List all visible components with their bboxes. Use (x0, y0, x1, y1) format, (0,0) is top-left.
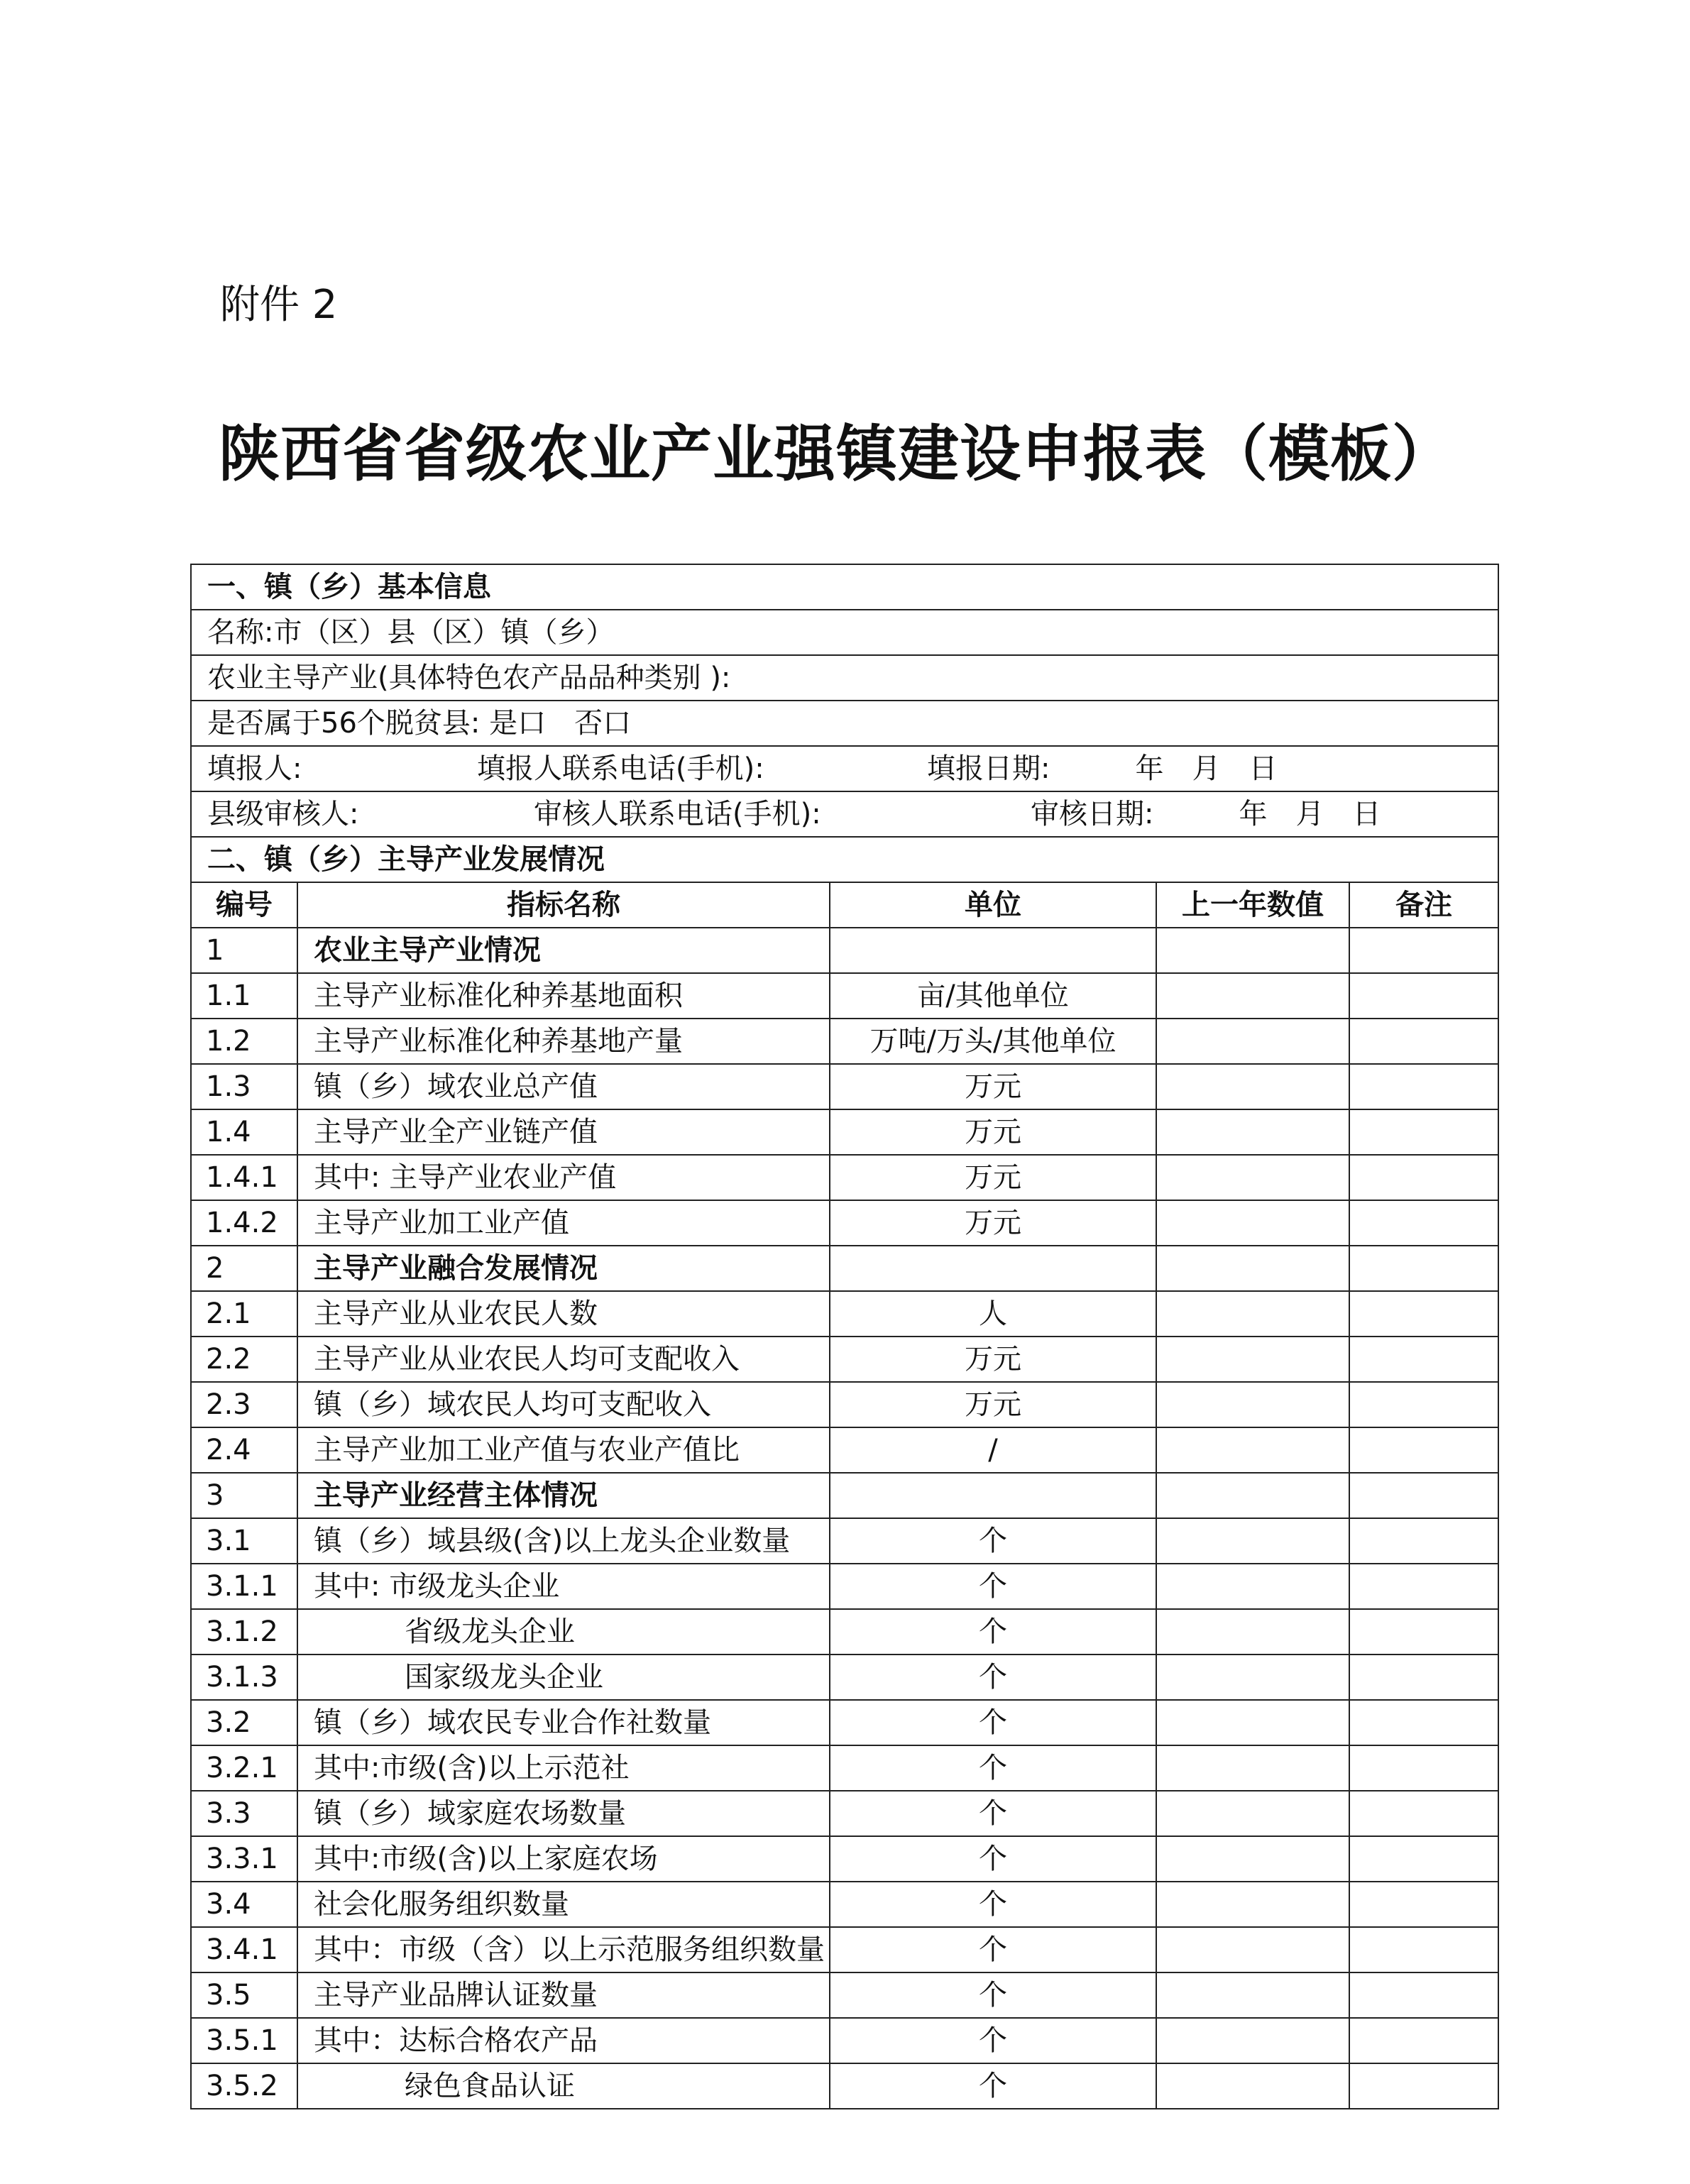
last-year-value-cell[interactable] (1156, 1609, 1349, 1655)
last-year-value-cell[interactable] (1156, 1337, 1349, 1382)
indicator-name: 主导产业从业农民人均可支配收入 (297, 1337, 830, 1382)
remarks-cell[interactable] (1349, 928, 1498, 973)
indicator-unit: 个 (830, 1882, 1156, 1927)
remarks-cell[interactable] (1349, 1518, 1498, 1564)
last-year-value-cell[interactable] (1156, 1655, 1349, 1700)
filler-info[interactable] (191, 746, 1498, 791)
last-year-value-cell[interactable] (1156, 973, 1349, 1019)
last-year-value-cell[interactable] (1156, 1246, 1349, 1291)
filler-phone-label: 填报人联系电话(手机): (477, 752, 764, 785)
table-row (191, 1019, 1498, 1064)
indicator-unit: 万吨/万头/其他单位 (830, 1019, 1156, 1064)
table-row (191, 1518, 1498, 1564)
group-heading: 农业主导产业情况 (297, 928, 830, 973)
remarks-cell[interactable] (1349, 1337, 1498, 1382)
row-code: 1 (191, 928, 297, 973)
indicator-name: 国家级龙头企业 (297, 1655, 830, 1700)
col-header-unit: 单位 (830, 882, 1156, 928)
indicator-name: 其中: 市级龙头企业 (297, 1564, 830, 1609)
indicator-unit: 万元 (830, 1382, 1156, 1427)
indicator-name: 镇（乡）域农业总产值 (297, 1064, 830, 1109)
reviewer-person-label: 县级审核人: (207, 798, 359, 830)
indicator-unit: 个 (830, 1564, 1156, 1609)
col-header-code: 编号 (191, 882, 297, 928)
indicator-name: 其中：市级（含）以上示范服务组织数量 (297, 1927, 830, 1972)
table-row (191, 1064, 1498, 1109)
remarks-cell[interactable] (1349, 1655, 1498, 1700)
row-code: 3.1.1 (191, 1564, 297, 1609)
remarks-cell[interactable] (1349, 1745, 1498, 1791)
remarks-cell[interactable] (1349, 1700, 1498, 1745)
table-row (191, 1972, 1498, 2018)
last-year-value-cell[interactable] (1156, 1109, 1349, 1155)
section2-heading-row (191, 837, 1498, 882)
row-code: 2 (191, 1246, 297, 1291)
application-form-table (190, 564, 1499, 2109)
indicator-unit: 个 (830, 1745, 1156, 1791)
indicator-name: 其中：达标合格农产品 (297, 2018, 830, 2063)
table-row (191, 1609, 1498, 1655)
last-year-value-cell[interactable] (1156, 1791, 1349, 1836)
group-heading: 主导产业经营主体情况 (297, 1473, 830, 1518)
row-code: 3.3 (191, 1791, 297, 1836)
indicator-name: 镇（乡）域农民人均可支配收入 (297, 1382, 830, 1427)
last-year-value-cell[interactable] (1156, 1427, 1349, 1473)
row-code: 3.4 (191, 1882, 297, 1927)
last-year-value-cell[interactable] (1156, 1019, 1349, 1064)
group-heading: 主导产业融合发展情况 (297, 1246, 830, 1291)
last-year-value-cell[interactable] (1156, 1518, 1349, 1564)
last-year-value-cell[interactable] (1156, 928, 1349, 973)
filler-row (191, 746, 1498, 791)
indicator-unit: 个 (830, 1791, 1156, 1836)
column-header-row (191, 882, 1498, 928)
remarks-cell[interactable] (1349, 1972, 1498, 2018)
row-code: 1.4 (191, 1109, 297, 1155)
remarks-cell[interactable] (1349, 1836, 1498, 1882)
page-title: 陕西省省级农业产业强镇建设申报表（模板） (219, 419, 1454, 490)
table-row (191, 2018, 1498, 2063)
indicator-unit: 个 (830, 1518, 1156, 1564)
indicator-unit: 个 (830, 2063, 1156, 2109)
last-year-value-cell[interactable] (1156, 1745, 1349, 1791)
last-year-value-cell[interactable] (1156, 1200, 1349, 1246)
section1-heading-row (191, 564, 1498, 610)
indicator-unit: 万元 (830, 1337, 1156, 1382)
indicator-name: 主导产业品牌认证数量 (297, 1972, 830, 2018)
reviewer-date-label: 审核日期: 年 月 日 (1031, 798, 1381, 830)
remarks-cell[interactable] (1349, 973, 1498, 1019)
remarks-cell[interactable] (1349, 2018, 1498, 2063)
table-row (191, 1155, 1498, 1200)
indicator-name: 镇（乡）域县级(含)以上龙头企业数量 (297, 1518, 830, 1564)
row-code: 3.3.1 (191, 1836, 297, 1882)
indicator-name: 镇（乡）域农民专业合作社数量 (297, 1700, 830, 1745)
remarks-cell[interactable] (1349, 1609, 1498, 1655)
indicator-name: 主导产业从业农民人数 (297, 1291, 830, 1337)
table-row (191, 1791, 1498, 1836)
table-row (191, 973, 1498, 1019)
table-row (191, 1700, 1498, 1745)
indicator-unit: 个 (830, 1972, 1156, 2018)
indicator-unit: 万元 (830, 1109, 1156, 1155)
name-field[interactable]: 名称:市（区）县（区）镇（乡） (191, 610, 1498, 655)
last-year-value-cell[interactable] (1156, 1700, 1349, 1745)
indicator-unit: 个 (830, 1927, 1156, 1972)
last-year-value-cell[interactable] (1156, 1473, 1349, 1518)
industry-row (191, 655, 1498, 701)
indicator-unit: 个 (830, 1700, 1156, 1745)
row-code: 1.4.2 (191, 1200, 297, 1246)
table-row (191, 1109, 1498, 1155)
section1-heading: 一、镇（乡）基本信息 (191, 564, 1498, 610)
table-row (191, 1337, 1498, 1382)
industry-field[interactable]: 农业主导产业(具体特色农产品品种类别 ): (191, 655, 1498, 701)
last-year-value-cell[interactable] (1156, 1927, 1349, 1972)
reviewer-row (191, 791, 1498, 837)
poverty-row (191, 701, 1498, 746)
last-year-value-cell[interactable] (1156, 1155, 1349, 1200)
indicator-unit: 个 (830, 1609, 1156, 1655)
indicator-unit: 万元 (830, 1200, 1156, 1246)
last-year-value-cell[interactable] (1156, 2018, 1349, 2063)
attachment-label: 附件 2 (220, 282, 338, 328)
indicator-unit: 个 (830, 1836, 1156, 1882)
indicator-unit (830, 928, 1156, 973)
remarks-cell[interactable] (1349, 1109, 1498, 1155)
reviewer-phone-label: 审核人联系电话(手机): (534, 798, 821, 830)
table-row (191, 928, 1498, 973)
indicator-unit (830, 1473, 1156, 1518)
table-row (191, 1836, 1498, 1882)
table-row (191, 1745, 1498, 1791)
row-code: 2.1 (191, 1291, 297, 1337)
indicator-name: 主导产业标准化种养基地产量 (297, 1019, 830, 1064)
indicator-name: 主导产业加工业产值 (297, 1200, 830, 1246)
row-code: 2.2 (191, 1337, 297, 1382)
remarks-cell[interactable] (1349, 1064, 1498, 1109)
table-row (191, 1246, 1498, 1291)
remarks-cell[interactable] (1349, 1927, 1498, 1972)
table-row (191, 1882, 1498, 1927)
indicator-name: 其中:市级(含)以上示范社 (297, 1745, 830, 1791)
indicator-unit: 亩/其他单位 (830, 973, 1156, 1019)
row-code: 3.5 (191, 1972, 297, 2018)
remarks-cell[interactable] (1349, 1791, 1498, 1836)
row-code: 1.3 (191, 1064, 297, 1109)
row-code: 2.3 (191, 1382, 297, 1427)
remarks-cell[interactable] (1349, 1019, 1498, 1064)
indicator-unit: 个 (830, 2018, 1156, 2063)
row-code: 3.5.1 (191, 2018, 297, 2063)
table-row (191, 1200, 1498, 1246)
row-code: 1.4.1 (191, 1155, 297, 1200)
last-year-value-cell[interactable] (1156, 1382, 1349, 1427)
row-code: 2.4 (191, 1427, 297, 1473)
table-row (191, 1473, 1498, 1518)
indicator-unit: 万元 (830, 1064, 1156, 1109)
name-row (191, 610, 1498, 655)
indicator-unit: / (830, 1427, 1156, 1473)
table-row (191, 1291, 1498, 1337)
indicator-name: 其中: 主导产业农业产值 (297, 1155, 830, 1200)
row-code: 3.5.2 (191, 2063, 297, 2109)
last-year-value-cell[interactable] (1156, 2063, 1349, 2109)
row-code: 3.4.1 (191, 1927, 297, 1972)
row-code: 3 (191, 1473, 297, 1518)
remarks-cell[interactable] (1349, 1246, 1498, 1291)
table-row (191, 1427, 1498, 1473)
indicator-unit (830, 1246, 1156, 1291)
row-code: 1.2 (191, 1019, 297, 1064)
indicator-name: 主导产业全产业链产值 (297, 1109, 830, 1155)
col-header-last-year-value: 上一年数值 (1156, 882, 1349, 928)
row-code: 3.1.2 (191, 1609, 297, 1655)
indicator-name: 社会化服务组织数量 (297, 1882, 830, 1927)
remarks-cell[interactable] (1349, 1155, 1498, 1200)
last-year-value-cell[interactable] (1156, 1064, 1349, 1109)
table-row (191, 1564, 1498, 1609)
table-row (191, 2063, 1498, 2109)
row-code: 1.1 (191, 973, 297, 1019)
remarks-cell[interactable] (1349, 1291, 1498, 1337)
filler-person-label: 填报人: (207, 752, 302, 785)
indicator-name: 绿色食品认证 (297, 2063, 830, 2109)
table-row (191, 1927, 1498, 1972)
remarks-cell[interactable] (1349, 1882, 1498, 1927)
indicator-name: 主导产业加工业产值与农业产值比 (297, 1427, 830, 1473)
indicator-name: 其中:市级(含)以上家庭农场 (297, 1836, 830, 1882)
remarks-cell[interactable] (1349, 1564, 1498, 1609)
row-code: 3.1 (191, 1518, 297, 1564)
filler-date-label: 填报日期: 年 月 日 (927, 752, 1278, 785)
remarks-cell[interactable] (1349, 1427, 1498, 1473)
last-year-value-cell[interactable] (1156, 1291, 1349, 1337)
last-year-value-cell[interactable] (1156, 1882, 1349, 1927)
table-row (191, 1382, 1498, 1427)
indicator-name: 镇（乡）域家庭农场数量 (297, 1791, 830, 1836)
indicator-name: 省级龙头企业 (297, 1609, 830, 1655)
col-header-indicator: 指标名称 (297, 882, 830, 928)
remarks-cell[interactable] (1349, 1200, 1498, 1246)
section2-heading: 二、镇（乡）主导产业发展情况 (191, 837, 1498, 882)
last-year-value-cell[interactable] (1156, 1972, 1349, 2018)
last-year-value-cell[interactable] (1156, 1564, 1349, 1609)
last-year-value-cell[interactable] (1156, 1836, 1349, 1882)
row-code: 3.2.1 (191, 1745, 297, 1791)
indicator-unit: 个 (830, 1655, 1156, 1700)
poverty-county-field[interactable]: 是否属于56个脱贫县: 是口 否口 (191, 701, 1498, 746)
row-code: 3.1.3 (191, 1655, 297, 1700)
remarks-cell[interactable] (1349, 1382, 1498, 1427)
table-row (191, 1655, 1498, 1700)
indicator-unit: 人 (830, 1291, 1156, 1337)
indicator-unit: 万元 (830, 1155, 1156, 1200)
reviewer-info[interactable] (191, 791, 1498, 837)
row-code: 3.2 (191, 1700, 297, 1745)
col-header-remarks: 备注 (1349, 882, 1498, 928)
indicator-name: 主导产业标准化种养基地面积 (297, 973, 830, 1019)
remarks-cell[interactable] (1349, 2063, 1498, 2109)
remarks-cell[interactable] (1349, 1473, 1498, 1518)
